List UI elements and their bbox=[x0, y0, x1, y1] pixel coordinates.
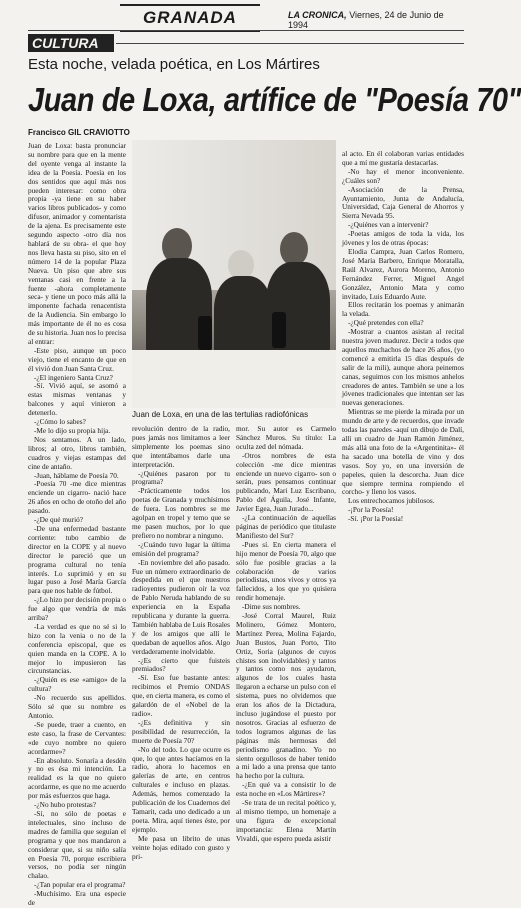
category-rule bbox=[116, 43, 464, 44]
headline: Juan de Loxa, artífice de "Poesía 70" bbox=[28, 82, 521, 119]
photo-table bbox=[132, 350, 336, 408]
paragraph: -Otros nombres de esta colección -me dice mientras enciende un nuevo cigarro- son o serán, pues pensamos continuar publicando, Mari Luz Escribano, Pablo del Águila, José Infante, Javier Egea, Juan Jurado... bbox=[236, 450, 336, 514]
paragraph: -En noviembre del año pasado. Fue un número extraordinario de despedida en el que nuestros radioyentes pudieron oír la voz de Pablo Neruda hablando de su experiencia en la España republicana y durante la guerra. También hablaba de Luis Rosales y de los amigos que allí le quedaban de aquellos años. Algo verdaderamente inolvidable. bbox=[132, 557, 230, 656]
photo-microphone-2 bbox=[272, 312, 286, 348]
paragraph: Mientras se me pierde la mirada por un mundo de arte y de recuerdos, que invade todas las paredes -aquí un dibujo de Dalí, allí un cuadro de Juan Ramón Jiménez, más allá una foto de la «Argentinita»- él ha sacado una botella de vino y dos vasos. Soy yo, en una inversión de papeles, quien la descorcha. Juan dice que siempre termina rompiendo el corcho- y lleno los vasos. bbox=[342, 407, 464, 497]
paragraph: -¿En qué va a consistir lo de esta noche en «Los Mártires»? bbox=[236, 780, 336, 799]
paragraph: Me pasa un librito de unas veinte hojas editado con gusto y pri- bbox=[132, 833, 230, 861]
paragraph: -¿Es definitiva y sin posibilidad de resurrección, la muerte de Poesía 70? bbox=[132, 717, 230, 745]
paragraph: -Prácticamente todos los poetas de Granada y muchísimos de fuera. Los nombres se me agolpan en tropel y temo que se me pasen muchos, por lo que prefiero no nombrar a ninguno. bbox=[132, 486, 230, 540]
paragraph: -¿Tan popular era el programa? bbox=[34, 880, 126, 890]
paper-dateline bbox=[288, 10, 464, 30]
paragraph: -¿La continuación de aquellas páginas de periódico que titulaste Manifiesto del Sur? bbox=[236, 513, 336, 540]
paragraph: -Asociación de la Prensa, Ayuntamiento, Junta de Andalucía, Universidad, Caja General de Ahorros y Sierra Nevada 95. bbox=[342, 184, 464, 221]
paragraph: Elodia Campra, Juan Carlos Romero, José María Barbero, Enrique Moratalla, Raúl Alvarez, Aurora Moreno, Antonio Fernández Ferrer, Miguel Angel González, Antonio Mata y como invitado, Luis Eduardo Aute. bbox=[342, 246, 464, 301]
paragraph: -No hay el menor inconveniente. ¿Cuáles son? bbox=[342, 166, 464, 185]
header-rule bbox=[28, 30, 464, 31]
paragraph: -¿Qué pretendes con ella? bbox=[348, 318, 424, 328]
paragraph: -Poetas amigos de toda la vida, los jóvenes y los de otras épocas: bbox=[342, 229, 464, 248]
paragraph: -¿No hubo protestas? bbox=[34, 800, 97, 810]
paragraph: -¿Cuándo tuvo lugar la última emisión del programa? bbox=[132, 539, 230, 558]
paragraph: -¿Es cierto que fuisteis premiados? bbox=[132, 655, 230, 674]
article-column-2 bbox=[132, 424, 230, 861]
paragraph: -¿Lo hizo por decisión propia o fue algo que vendría de más arriba? bbox=[28, 595, 126, 623]
photo-person-center bbox=[214, 276, 272, 358]
paragraph: -¿Quiénes van a intervenir? bbox=[348, 220, 429, 230]
paper-name: LA CRONICA, bbox=[288, 10, 347, 20]
paragraph: -Dime sus nombres. bbox=[242, 602, 301, 612]
paragraph: -¡Por la Poesía! bbox=[348, 505, 394, 515]
paragraph: -¿El ingeniero Santa Cruz? bbox=[34, 372, 113, 382]
paragraph: al acto. En él colaboran varias entidades que a mí me gustaría destacarlas. bbox=[342, 149, 464, 167]
paragraph: -La verdad es que no sé si lo hizo con la venia o no de la conferencia episcopal, que es quien manda en la COPE. A lo mejor lo impusieron las circunstancias. bbox=[28, 621, 126, 676]
section-header bbox=[120, 4, 260, 32]
paragraph: -Pues sí. En cierta manera el hijo menor de Poesía 70, algo que sólo fue posible gracias a la colaboración de varios periodistas, unos vivos y otros ya fallecidos, a los que yo quisiera rendir homenaje. bbox=[236, 539, 336, 603]
paragraph: -Sí. ¡Por la Poesía! bbox=[348, 514, 404, 524]
photo-microphone-1 bbox=[198, 316, 212, 350]
paragraph: -No recuerdo sus apellidos. Sólo sé que su nombre es Antonio. bbox=[28, 693, 126, 720]
paragraph: -Se trata de un recital poético y, al mismo tiempo, un homenaje a una figura de excepcional importancia: Elena Martín Vivaldi, que espero pueda asistir bbox=[236, 798, 336, 843]
section-name: GRANADA bbox=[143, 8, 237, 27]
paragraph: -¿Cómo lo sabes? bbox=[34, 417, 86, 427]
article-photo bbox=[132, 140, 336, 408]
paragraph: -Muchísimo. Era una especie de bbox=[28, 889, 126, 908]
paragraph: -Este piso, aunque un poco viejo, tiene el encanto de que en él vivió don Juan Santa Cruz. bbox=[28, 345, 126, 373]
paragraph: -Sí. Vivió aquí, se asomó a estas mismas ventanas y balcones y aquí vinieron a detenerlo. bbox=[28, 381, 126, 418]
article-column-4 bbox=[342, 150, 464, 782]
article-column-3 bbox=[236, 424, 336, 843]
paragraph: -Mostrar a cuantos asistan al recital nuestra joven madurez. Decir a todos que aquellos muchachos de hace 26 años, (yo comencé a emitirla 15 días después de salir de la mili), aunque ahora peinemos canas, seguimos con los mismos anhelos creadores de antes. También se une a los jóvenes tradicionales que intentan ser las nuevas generaciones. bbox=[342, 327, 464, 408]
kicker: Esta noche, velada poética, en Los Mártires bbox=[28, 56, 320, 73]
paragraph: -No del todo. Lo que ocurre es que, lo que antes hacíamos en la radio, ahora lo hacemos en galerías de arte, en centros culturales e incluso en plazas. Además, hemos comenzado la publicación de los Cuadernos del Tamarit, cada uno dedicado a un poeta. Mira, aquí tienes éste, por ejemplo. bbox=[132, 744, 230, 834]
photo-person-right-head bbox=[280, 232, 308, 266]
paragraph: -José Corral Maurel, Ruiz Molinero, Gómez Montero, Martínez Perea, Molina Fajardo, Juan Bustos, Juan Porto, Tito Ortiz, Soria (algunos de cuyos chistes son inolvidables) y tantos y tantos como nos ayudaron, algunos de los cuales hasta llegaron a echarse un pulso con el sistema, pues no olvidemos que eran los años de la Dictadura, incluso jugándose el puesto por nosotros. Gracias al esfuerzo de todos logramos algunas de las páginas más hermosas del periodismo granadino. Yo no siento orgullosos de haber tenido a mi lado a una prensa que tanto ha hecho por la cultura. bbox=[236, 611, 336, 781]
paragraph: -¿Quiénes pasaron por tu programa? bbox=[132, 468, 230, 487]
paragraph: -De una enfermedad bastante corriente: tubo cambio de director en la COPE y al nuevo director le pareció que un programa cultural no tenía interés. Lo suprimió y en su lugar puso a José María García para que nos hable de fútbol. bbox=[28, 523, 126, 596]
paragraph: -¿Quién es ese «amigo» de la cultura? bbox=[28, 675, 126, 694]
paragraph: Juan de Loxa: basta pronunciar su nombre para que en la mente del oyente venga al instante la idea de la Poesía. Poesía en los dos sentidos que aquí más nos pueden interesar: como obra propia -ya tiene en su haber varios libros publicados- y como difusor, animador y comentarista de la ajena. Es precisamente este segundo aspecto -otro día nos hablará de su obra- el que hoy nos lleva hasta su piso, sito en el número 14 de la popular Plaza Nueva. Un piso que abre sus ventanas casi en frente a la fuente -ahora completamente seca- y tiene un poco más allá la imponente fachada renacentista de la Audiencia. Sin embargo lo más importante de él no es cosa de su historia. Juan nos lo precisa al entrar: bbox=[28, 141, 126, 346]
paragraph: Ellos recitarán los poemas y animarán la velada. bbox=[342, 300, 464, 319]
paragraph: -¿De qué murió? bbox=[34, 515, 84, 525]
paragraph: -Se puede, traer a cuento, en este caso, la frase de Cervantes: «de cuyo nombre no quiero acordarme»? bbox=[28, 719, 126, 756]
paragraph: mor. Su autor es Carmelo Sánchez Muros. Su título: La oculta zed del nómada. bbox=[236, 424, 336, 451]
article-column-1 bbox=[28, 141, 126, 908]
paragraph: Nos sentamos. A un lado, libros; al otro, libros también, cuadros y viejas estampas del cine de antaño. bbox=[28, 434, 126, 471]
paragraph: -Poesía 70 -me dice mientras enciende un cigarro- nació hace 26 años en ocho de otoño del año pasado. bbox=[28, 479, 126, 516]
paragraph: -Sí. Eso fue bastante antes: recibimos el Premio ONDAS que, en cierta manera, es como el galardón de el «Nobel de la radio». bbox=[132, 673, 230, 718]
category-label: CULTURA bbox=[28, 34, 114, 52]
paragraph: -Sí, no sólo de poetas e intelectuales, sino incluso de madres de familia que seguían el programa y que nos mandaron a considerar que, si su niño salía en Poesía 70, porque escribiera versos, no podía ser ningún chalao. bbox=[28, 808, 126, 881]
paragraph: -Me lo dijo su propia hija. bbox=[34, 426, 111, 435]
byline: Francisco GIL CRAVIOTTO bbox=[28, 128, 130, 137]
issue-date: Viernes, 24 de Junio de 1994 bbox=[288, 10, 444, 30]
paragraph: revolución dentro de la radio, pues jamás nos limitamos a leer simplemente los poemas sino que intentábamos darle una interpretación. bbox=[132, 424, 230, 469]
paragraph: -Juan, háblame de Poesía 70. bbox=[34, 470, 119, 480]
photo-caption: Juan de Loxa, en una de las tertulias radiofónicas bbox=[132, 410, 309, 419]
paragraph: -En absoluto. Sonaría a desdén y no es ésa mi intención. La realidad es la que no quiero acordarme, es que no me acuerdo por más esfuerzos que haga. bbox=[28, 755, 126, 801]
paragraph: Los entrechocamos jubilosos. bbox=[348, 496, 435, 506]
